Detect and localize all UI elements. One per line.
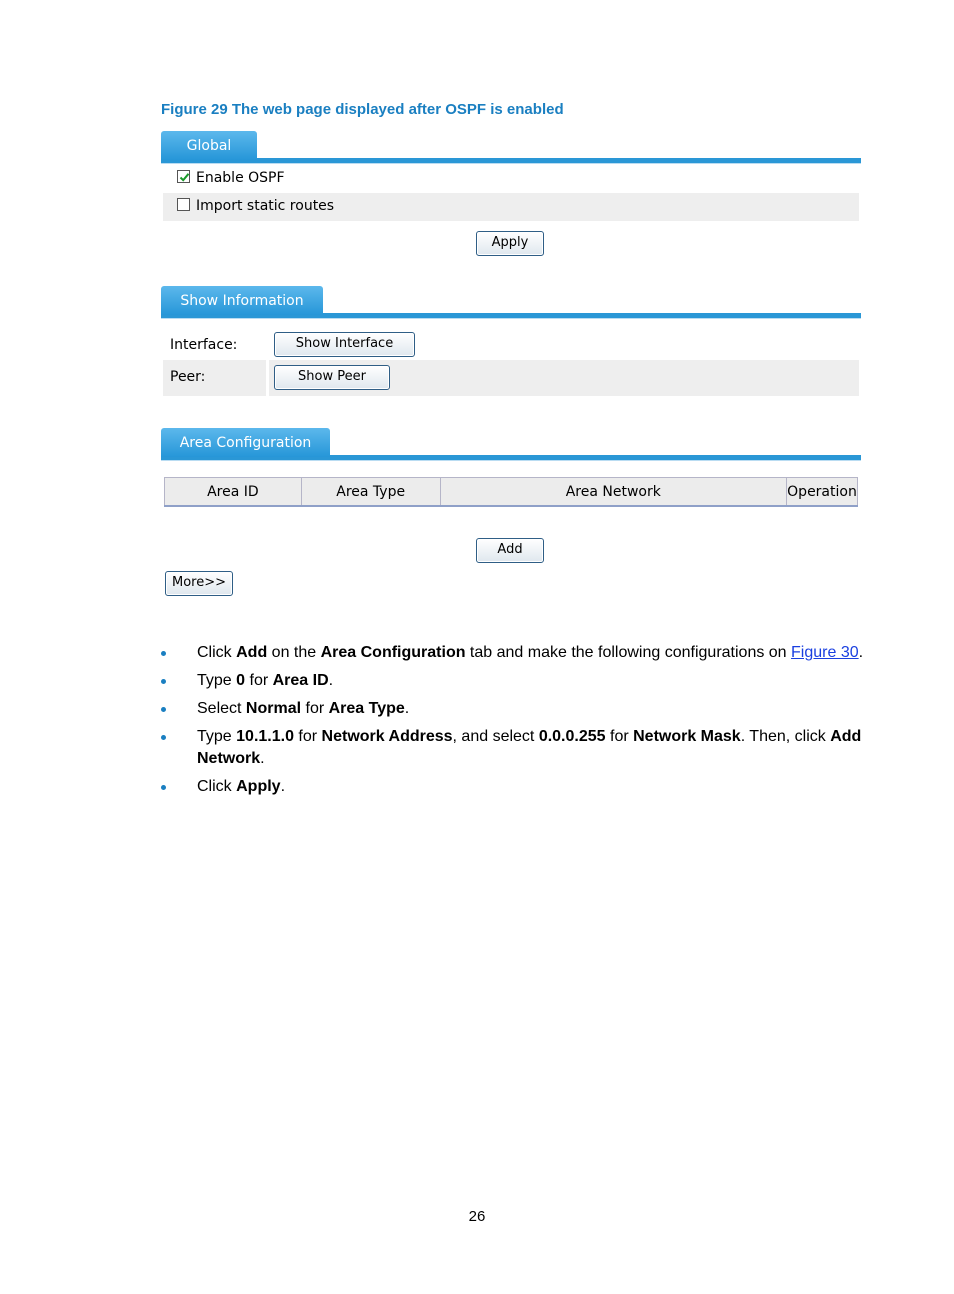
instruction-list	[161, 642, 866, 804]
enable-ospf-checkbox[interactable]	[177, 170, 190, 183]
apply-button[interactable]: Apply	[476, 231, 544, 256]
col-area-type[interactable]: Area Type	[301, 478, 440, 507]
bold-term: Apply	[236, 778, 281, 795]
step-text: Type	[197, 672, 237, 689]
import-static-row	[163, 193, 859, 221]
bold-term: 10.1.1.0	[236, 728, 294, 745]
list-item	[161, 776, 866, 798]
col-area-network[interactable]: Area Network	[440, 478, 786, 507]
peer-row	[163, 360, 859, 396]
table-header-row	[165, 478, 858, 507]
interface-row	[163, 320, 859, 360]
bold-term: Network Address	[321, 728, 453, 745]
bullet-icon	[161, 785, 166, 790]
bold-term: 0.0.0.255	[538, 728, 606, 745]
bullet-icon	[161, 651, 166, 656]
check-icon	[178, 171, 191, 184]
show-interface-button[interactable]: Show Interface	[274, 332, 415, 357]
step-text: .	[328, 672, 334, 689]
bullet-icon	[161, 707, 166, 712]
global-tabbar	[161, 131, 861, 165]
enable-ospf-label: Enable OSPF	[196, 170, 285, 186]
bold-term: Area Type	[328, 700, 405, 717]
step-text: for	[293, 728, 322, 745]
bold-term: Area Configuration	[320, 644, 466, 661]
step-text: for	[301, 700, 329, 717]
step-text: Type	[197, 728, 237, 745]
step-text: . Then, click	[740, 728, 831, 745]
step-text: for	[245, 672, 273, 689]
step-text: , and select	[452, 728, 539, 745]
figure-caption: Figure 29 The web page displayed after OSPF is enabled	[161, 101, 564, 118]
bold-term: Add	[236, 644, 268, 661]
step-text: .	[404, 700, 410, 717]
import-static-checkbox[interactable]	[177, 198, 190, 211]
tab-global[interactable]: Global	[161, 131, 257, 160]
step-text: .	[858, 644, 864, 661]
import-static-label: Import static routes	[196, 198, 335, 214]
col-operation[interactable]: Operation	[786, 478, 857, 507]
area-table-wrap	[161, 477, 861, 517]
bold-term: Normal	[245, 700, 302, 717]
global-section	[161, 131, 861, 250]
step-text: .	[260, 750, 265, 767]
enable-ospf-row	[163, 165, 859, 193]
step-text: Click	[197, 644, 237, 661]
step-text: for	[605, 728, 634, 745]
col-area-id[interactable]: Area ID	[165, 478, 302, 507]
show-info-section	[161, 286, 861, 396]
list-item	[161, 670, 866, 692]
area-config-tabbar	[161, 428, 861, 462]
list-item	[161, 642, 866, 664]
figure-link[interactable]: Figure 30	[791, 644, 859, 661]
bold-term: 0	[236, 672, 246, 689]
area-config-section	[161, 428, 861, 590]
tab-underline-light	[161, 318, 861, 319]
more-button[interactable]: More>>	[165, 571, 233, 596]
step-text: Click	[197, 778, 237, 795]
tab-underline-light	[161, 163, 861, 164]
tab-area-configuration[interactable]: Area Configuration	[161, 428, 330, 457]
page-number: 26	[468, 1208, 486, 1225]
step-text: tab and make the following configurations on	[465, 644, 792, 661]
tab-underline-light	[161, 460, 861, 461]
column-divider	[266, 360, 269, 396]
tab-show-information[interactable]: Show Information	[161, 286, 323, 315]
bullet-icon	[161, 679, 166, 684]
add-button[interactable]: Add	[476, 538, 544, 563]
bold-term: Network Mask	[633, 728, 741, 745]
step-text: on the	[267, 644, 321, 661]
show-peer-button[interactable]: Show Peer	[274, 365, 390, 390]
bullet-icon	[161, 735, 166, 740]
show-info-tabbar	[161, 286, 861, 320]
bold-term: Add Network	[197, 728, 862, 767]
peer-label: Peer:	[170, 369, 206, 385]
bold-term: Area ID	[272, 672, 329, 689]
step-text: Select	[197, 700, 246, 717]
list-item	[161, 726, 866, 770]
interface-label: Interface:	[170, 337, 238, 353]
step-text: .	[280, 778, 286, 795]
list-item	[161, 698, 866, 720]
area-table	[164, 477, 858, 507]
